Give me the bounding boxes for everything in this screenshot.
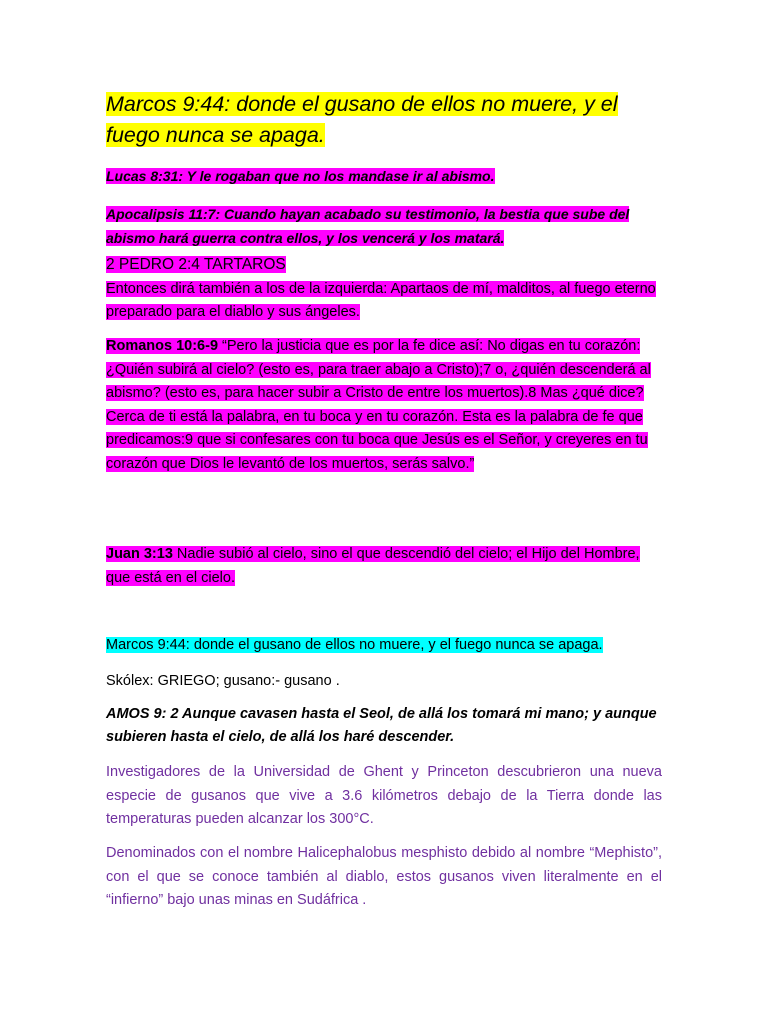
investigadores-text: Investigadores de la Universidad de Ghent y Princeton descubrieron una nueva especie de gusanos que vive a 3.6 kilómetros debajo de la Tierra donde las temperaturas pueden alcanzar los 300°C. (106, 764, 662, 827)
marcos-verse (106, 634, 662, 656)
lucas-verse (106, 166, 662, 186)
amos-verse (106, 703, 662, 749)
romanos-ref: Romanos 10:6-9 (106, 338, 219, 354)
pedro-verse (106, 278, 662, 324)
apocalipsis-ref: Apocalipsis 11:7 (106, 206, 216, 222)
amos-text: AMOS 9: 2 Aunque cavasen hasta el Seol, de allá los tomará mi mano; y aunque subieren hasta el cielo, de allá los haré descender. (106, 706, 657, 745)
romanos-verse (106, 335, 662, 476)
lucas-ref: Lucas 8:31 (106, 168, 179, 184)
apocalipsis-verse (106, 202, 662, 250)
title-text: Marcos 9:44: donde el gusano de ellos no muere, y el fuego nunca se apaga. (106, 92, 618, 147)
juan-verse (106, 542, 662, 590)
page-title (106, 89, 662, 151)
denominados-paragraph (106, 842, 662, 913)
romanos-text: “Pero la justicia que es por la fe dice así: No digas en tu corazón: ¿Quién subirá al cielo? (esto es, para traer abajo a Cristo);7 o, ¿quién descenderá al abismo? (esto es, para hacer subir a Cristo de entre los muertos).8 Mas ¿qué dice? Cerca de ti está la palabra, en tu boca y en tu corazón. Esta es la palabra de fe que predicamos:9 que si confesares con tu boca que Jesús es el Señor, y creyeres en tu corazón que Dios le levantó de los muertos, serás salvo.” (106, 338, 651, 472)
pedro-heading-text: 2 PEDRO 2:4 TARTAROS (106, 256, 286, 273)
skolex-text: Skólex: GRIEGO; gusano:- gusano . (106, 673, 340, 689)
apocalipsis-text: : Cuando hayan acabado su testimonio, la bestia que sube del abismo hará guerra contra ellos, y los vencerá y los matará. (106, 206, 630, 246)
pedro-heading (106, 256, 662, 274)
marcos-text: Marcos 9:44: donde el gusano de ellos no muere, y el fuego nunca se apaga. (106, 637, 603, 653)
denominados-text: Denominados con el nombre Halicephalobus mesphisto debido al nombre “Mephisto”, con el que se conoce también al diablo, estos gusanos viven literalmente en el “infierno” bajo unas minas en Sudáfrica . (106, 845, 662, 908)
lucas-text: : Y le rogaban que no los mandase ir al abismo. (178, 168, 495, 184)
skolex-line (106, 670, 662, 692)
juan-text: Nadie subió al cielo, sino el que descendió del cielo; el Hijo del Hombre, que está en el cielo. (106, 546, 640, 586)
investigadores-paragraph (106, 761, 662, 832)
juan-ref: Juan 3:13 (106, 546, 173, 562)
pedro-text: Entonces dirá también a los de la izquierda: Apartaos de mí, malditos, al fuego eterno preparado para el diablo y sus ángeles. (106, 281, 656, 320)
